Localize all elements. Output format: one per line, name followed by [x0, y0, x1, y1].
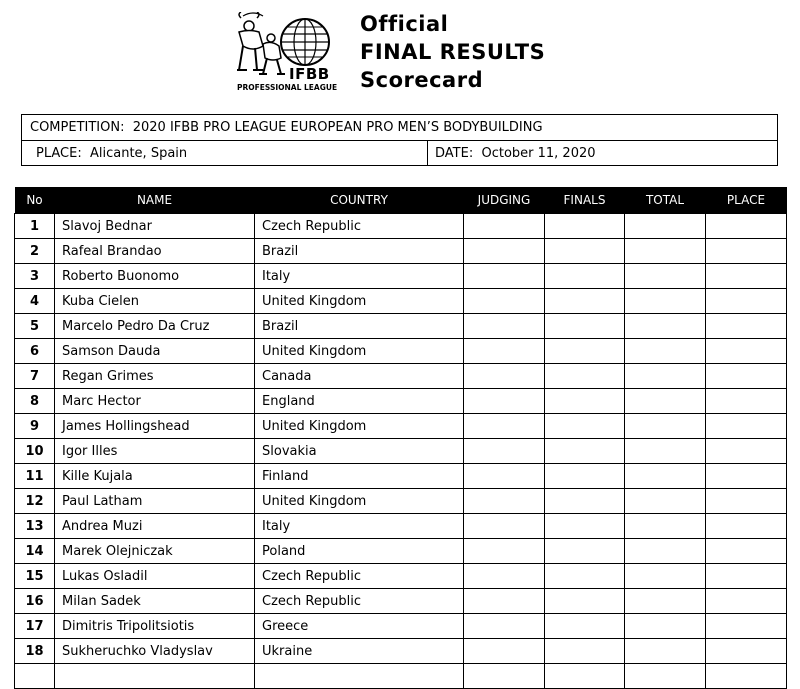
- competitor-name: James Hollingshead: [55, 414, 255, 439]
- place-cell: [706, 289, 787, 314]
- total-score-cell: [625, 489, 706, 514]
- table-row: [15, 514, 787, 539]
- total-score-cell: [625, 589, 706, 614]
- competitor-country: Brazil: [255, 239, 464, 264]
- place-cell: [706, 314, 787, 339]
- judging-score-cell: [464, 339, 545, 364]
- total-score-cell: [625, 464, 706, 489]
- competition-label: COMPETITION:: [30, 120, 125, 135]
- title-line-1: Official: [360, 12, 449, 36]
- finals-score-cell: [545, 389, 625, 414]
- competitor-number: 4: [15, 289, 55, 314]
- competitor-name: Milan Sadek: [55, 589, 255, 614]
- judging-score-cell: [464, 614, 545, 639]
- competitor-country: Italy: [255, 264, 464, 289]
- judging-score-cell: [464, 564, 545, 589]
- column-header-place: PLACE: [706, 187, 787, 214]
- finals-score-cell: [545, 464, 625, 489]
- competitor-country: Czech Republic: [255, 564, 464, 589]
- place-cell: [706, 264, 787, 289]
- table-row: [15, 389, 787, 414]
- total-score-cell: [625, 389, 706, 414]
- total-score-cell: [625, 439, 706, 464]
- total-score-cell: [625, 239, 706, 264]
- competitor-number: 16: [15, 589, 55, 614]
- competitor-number: 11: [15, 464, 55, 489]
- judging-score-cell: [464, 514, 545, 539]
- place-cell: [706, 639, 787, 664]
- competitor-country: Greece: [255, 614, 464, 639]
- competitor-number: 10: [15, 439, 55, 464]
- competitor-name: Rafeal Brandao: [55, 239, 255, 264]
- finals-score-cell: [545, 214, 625, 239]
- competitor-country: United Kingdom: [255, 414, 464, 439]
- finals-score-cell: [545, 489, 625, 514]
- competitor-name: Marc Hector: [55, 389, 255, 414]
- judging-score-cell: [464, 289, 545, 314]
- competitor-number: 13: [15, 514, 55, 539]
- competitor-number: 2: [15, 239, 55, 264]
- judging-score-cell: [464, 314, 545, 339]
- judging-score-cell: [464, 539, 545, 564]
- table-row: [15, 664, 787, 689]
- column-header-name: NAME: [55, 187, 255, 214]
- total-score-cell: [625, 539, 706, 564]
- competitor-country: Slovakia: [255, 439, 464, 464]
- total-score-cell: [625, 639, 706, 664]
- competitor-number: 15: [15, 564, 55, 589]
- judging-score-cell: [464, 239, 545, 264]
- competitor-number: 7: [15, 364, 55, 389]
- competitor-country: England: [255, 389, 464, 414]
- competition-row: [22, 115, 777, 141]
- judging-score-cell: [464, 364, 545, 389]
- judging-score-cell: [464, 439, 545, 464]
- total-score-cell: [625, 614, 706, 639]
- total-score-cell: [625, 664, 706, 689]
- competitor-country: Brazil: [255, 314, 464, 339]
- competitor-number: 8: [15, 389, 55, 414]
- place-cell: [706, 414, 787, 439]
- date-value: October 11, 2020: [481, 146, 596, 161]
- competitor-country: Italy: [255, 514, 464, 539]
- competitor-country: Ukraine: [255, 639, 464, 664]
- judging-score-cell: [464, 414, 545, 439]
- competitor-number: 14: [15, 539, 55, 564]
- column-header-country: COUNTRY: [255, 187, 464, 214]
- finals-score-cell: [545, 589, 625, 614]
- total-score-cell: [625, 514, 706, 539]
- table-row: [15, 214, 787, 239]
- logo-text: IFBB: [289, 65, 330, 83]
- table-row: [15, 239, 787, 264]
- place-cell: [706, 514, 787, 539]
- competitor-name: [55, 664, 255, 689]
- title-line-3: Scorecard: [360, 68, 484, 92]
- place-date-row: [22, 141, 777, 166]
- competitor-number: 1: [15, 214, 55, 239]
- place-cell: [706, 564, 787, 589]
- competitor-country: United Kingdom: [255, 339, 464, 364]
- competitor-number: 18: [15, 639, 55, 664]
- date-label: DATE:: [435, 146, 474, 161]
- competitor-name: Igor Illes: [55, 439, 255, 464]
- total-score-cell: [625, 364, 706, 389]
- total-score-cell: [625, 339, 706, 364]
- finals-score-cell: [545, 264, 625, 289]
- finals-score-cell: [545, 564, 625, 589]
- logo-subtext: PROFESSIONAL LEAGUE: [237, 83, 338, 92]
- competitor-name: Andrea Muzi: [55, 514, 255, 539]
- table-row: [15, 614, 787, 639]
- judging-score-cell: [464, 589, 545, 614]
- table-row: [15, 414, 787, 439]
- place-cell: [706, 239, 787, 264]
- judging-score-cell: [464, 464, 545, 489]
- competitor-country: United Kingdom: [255, 289, 464, 314]
- place-label: PLACE:: [36, 146, 82, 161]
- table-row: [15, 589, 787, 614]
- place-cell: [706, 489, 787, 514]
- place-cell: [706, 364, 787, 389]
- finals-score-cell: [545, 414, 625, 439]
- column-header-no: No: [15, 187, 55, 214]
- competitor-country: Finland: [255, 464, 464, 489]
- competitor-name: Sukheruchko Vladyslav: [55, 639, 255, 664]
- competitor-name: Samson Dauda: [55, 339, 255, 364]
- table-row: [15, 364, 787, 389]
- competitor-name: Marek Olejniczak: [55, 539, 255, 564]
- total-score-cell: [625, 289, 706, 314]
- place-cell: [706, 539, 787, 564]
- place-cell: [706, 589, 787, 614]
- competitor-number: 5: [15, 314, 55, 339]
- place-cell: [706, 339, 787, 364]
- place-cell: [706, 389, 787, 414]
- competitor-number: 9: [15, 414, 55, 439]
- competitor-country: Canada: [255, 364, 464, 389]
- table-row: [15, 314, 787, 339]
- table-row: [15, 464, 787, 489]
- place-cell: [706, 464, 787, 489]
- place-cell: [706, 439, 787, 464]
- competitor-name: Kille Kujala: [55, 464, 255, 489]
- competitor-name: Marcelo Pedro Da Cruz: [55, 314, 255, 339]
- table-row: [15, 539, 787, 564]
- finals-score-cell: [545, 664, 625, 689]
- finals-score-cell: [545, 514, 625, 539]
- judging-score-cell: [464, 489, 545, 514]
- place-cell: [706, 214, 787, 239]
- competitor-name: Roberto Buonomo: [55, 264, 255, 289]
- competitor-name: Paul Latham: [55, 489, 255, 514]
- table-header-row: [15, 187, 787, 214]
- competitor-name: Kuba Cielen: [55, 289, 255, 314]
- total-score-cell: [625, 214, 706, 239]
- competitor-number: 6: [15, 339, 55, 364]
- total-score-cell: [625, 564, 706, 589]
- table-row: [15, 439, 787, 464]
- place-value: Alicante, Spain: [89, 146, 188, 161]
- judging-score-cell: [464, 214, 545, 239]
- competitor-country: United Kingdom: [255, 489, 464, 514]
- finals-score-cell: [545, 364, 625, 389]
- judging-score-cell: [464, 389, 545, 414]
- competitor-name: Dimitris Tripolitsiotis: [55, 614, 255, 639]
- document-title: [360, 10, 545, 94]
- finals-score-cell: [545, 289, 625, 314]
- finals-score-cell: [545, 639, 625, 664]
- column-header-total: TOTAL: [625, 187, 706, 214]
- competitor-number: 17: [15, 614, 55, 639]
- competitor-number: 3: [15, 264, 55, 289]
- scorecard-header: [0, 0, 800, 110]
- results-body: [15, 214, 787, 689]
- total-score-cell: [625, 264, 706, 289]
- competitor-name: Slavoj Bednar: [55, 214, 255, 239]
- table-row: [15, 339, 787, 364]
- finals-score-cell: [545, 239, 625, 264]
- judging-score-cell: [464, 639, 545, 664]
- competitor-number: [15, 664, 55, 689]
- column-header-judging: JUDGING: [464, 187, 545, 214]
- total-score-cell: [625, 414, 706, 439]
- finals-score-cell: [545, 439, 625, 464]
- competitor-country: Czech Republic: [255, 589, 464, 614]
- competitor-name: Regan Grimes: [55, 364, 255, 389]
- competitor-number: 12: [15, 489, 55, 514]
- table-row: [15, 489, 787, 514]
- table-row: [15, 564, 787, 589]
- results-table: [14, 187, 787, 689]
- competition-info-box: [21, 114, 778, 166]
- ifbb-logo: [233, 12, 349, 94]
- place-cell: [706, 664, 787, 689]
- place-cell: [706, 614, 787, 639]
- title-line-2: FINAL RESULTS: [360, 40, 546, 64]
- table-row: [15, 289, 787, 314]
- competitor-country: Poland: [255, 539, 464, 564]
- competitor-country: [255, 664, 464, 689]
- table-row: [15, 264, 787, 289]
- total-score-cell: [625, 314, 706, 339]
- finals-score-cell: [545, 539, 625, 564]
- competition-value: 2020 IFBB PRO LEAGUE EUROPEAN PRO MEN’S BODYBUILDING: [132, 120, 543, 135]
- competitor-country: Czech Republic: [255, 214, 464, 239]
- column-header-finals: FINALS: [545, 187, 625, 214]
- info-divider: [427, 141, 428, 166]
- competitor-name: Lukas Osladil: [55, 564, 255, 589]
- table-row: [15, 639, 787, 664]
- finals-score-cell: [545, 339, 625, 364]
- finals-score-cell: [545, 314, 625, 339]
- judging-score-cell: [464, 264, 545, 289]
- judging-score-cell: [464, 664, 545, 689]
- finals-score-cell: [545, 614, 625, 639]
